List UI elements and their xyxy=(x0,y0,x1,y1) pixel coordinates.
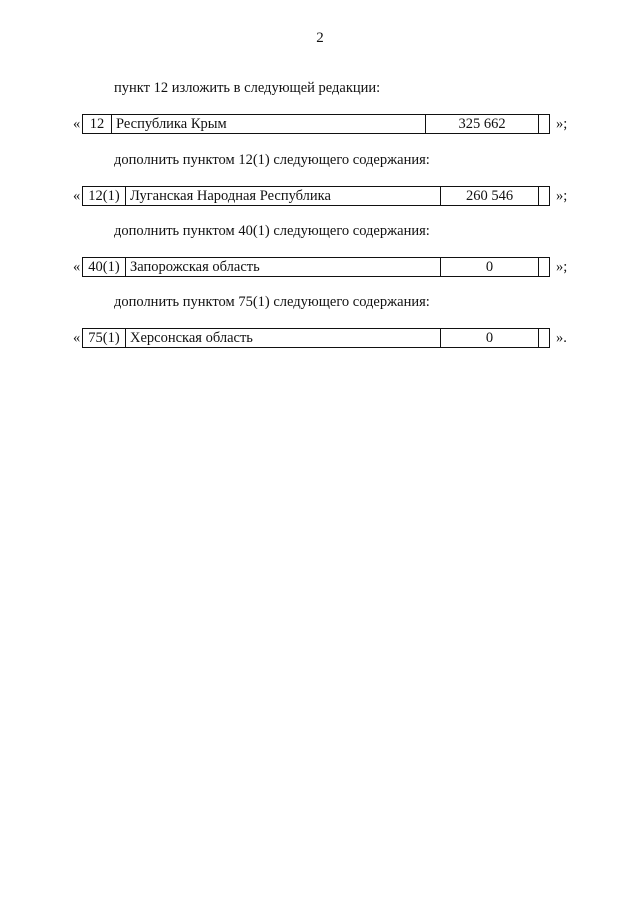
region-table xyxy=(82,257,550,277)
table-row-12-1 xyxy=(73,186,573,206)
row-number: 75(1) xyxy=(83,329,126,348)
paragraph-punkt-12: пункт 12 изложить в следующей редакции: xyxy=(114,80,381,96)
region-table xyxy=(82,114,550,134)
open-quote: « xyxy=(73,188,81,204)
region-value: 0 xyxy=(441,329,539,348)
close-quote: »; xyxy=(556,188,568,204)
table-row-40-1 xyxy=(73,257,573,277)
open-quote: « xyxy=(73,116,81,132)
region-name: Херсонская область xyxy=(126,329,441,348)
paragraph-punkt-40-1: дополнить пунктом 40(1) следующего содержания: xyxy=(114,223,430,239)
page-number: 2 xyxy=(316,30,324,46)
region-value: 0 xyxy=(441,258,539,277)
blank-cell xyxy=(539,187,550,206)
open-quote: « xyxy=(73,259,81,275)
region-table xyxy=(82,186,550,206)
table-row-75-1 xyxy=(73,328,573,348)
region-table xyxy=(82,328,550,348)
row-number: 12(1) xyxy=(83,187,126,206)
row-number: 40(1) xyxy=(83,258,126,277)
row-number: 12 xyxy=(83,115,112,134)
open-quote: « xyxy=(73,330,81,346)
paragraph-punkt-75-1: дополнить пунктом 75(1) следующего содержания: xyxy=(114,294,430,310)
region-name: Республика Крым xyxy=(112,115,426,134)
region-value: 260 546 xyxy=(441,187,539,206)
region-value: 325 662 xyxy=(426,115,539,134)
close-quote: ». xyxy=(556,330,567,346)
paragraph-punkt-12-1: дополнить пунктом 12(1) следующего содержания: xyxy=(114,152,430,168)
close-quote: »; xyxy=(556,116,568,132)
region-name: Запорожская область xyxy=(126,258,441,277)
blank-cell xyxy=(539,258,550,277)
blank-cell xyxy=(539,329,550,348)
close-quote: »; xyxy=(556,259,568,275)
region-name: Луганская Народная Республика xyxy=(126,187,441,206)
table-row-12 xyxy=(73,114,573,134)
blank-cell xyxy=(539,115,550,134)
